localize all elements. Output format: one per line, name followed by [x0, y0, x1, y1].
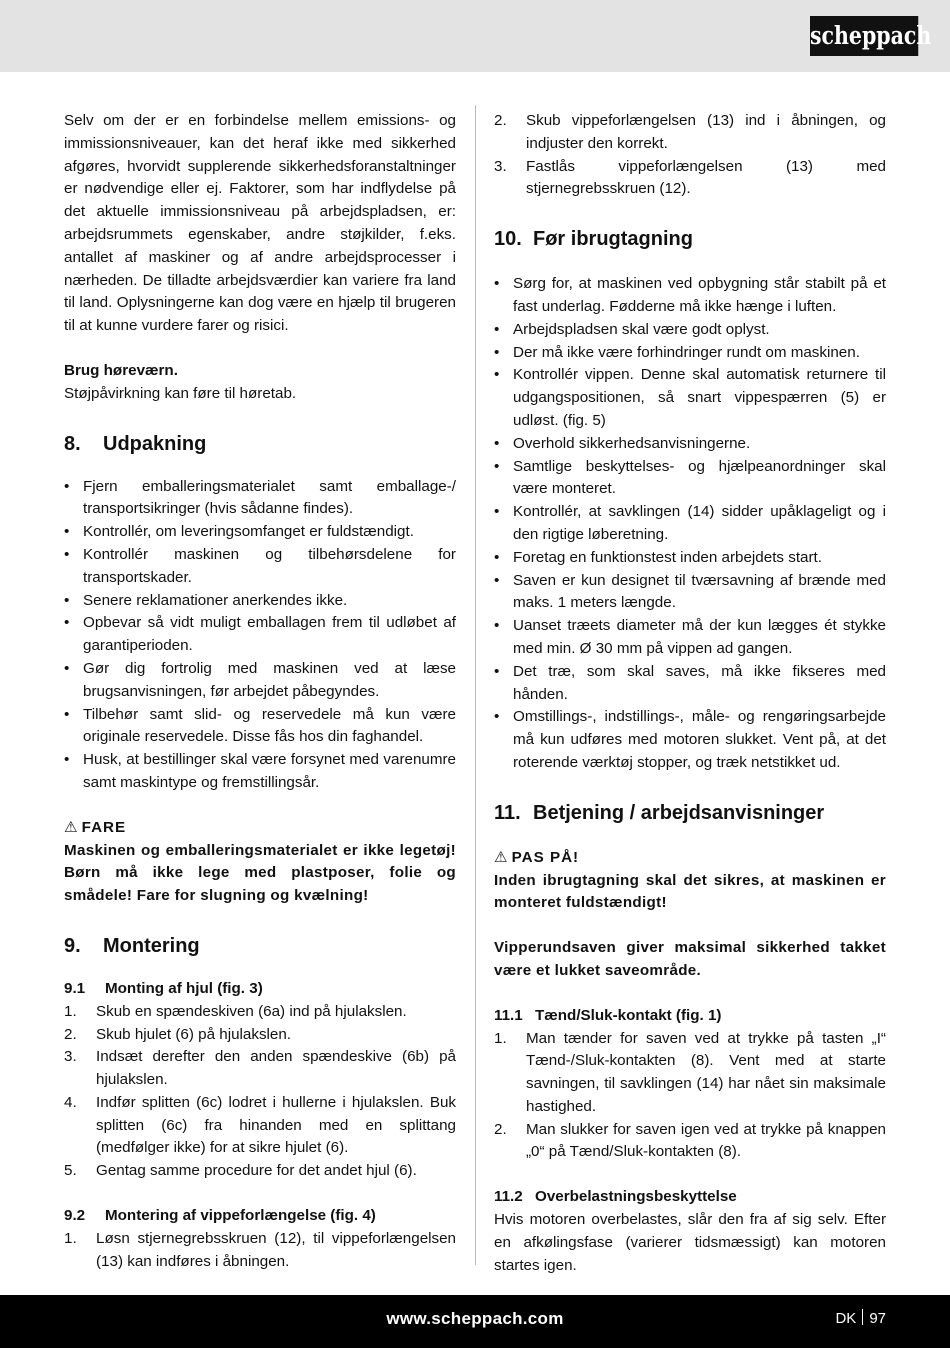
danger-text: Maskinen og emballeringsmaterialet er ikke legetøj! Børn må ikke lege med plastposer, folie og smådele! Fare for slugning og kvælning! [64, 841, 456, 905]
subsection-9-2-list-continued [494, 110, 886, 201]
list-item: • Arbejdspladsen skal være godt oplyst. [494, 319, 886, 342]
list-item: 5. Gentag samme procedure for det andet hjul (6). [64, 1162, 417, 1180]
list-item: • Saven er kun designet til tværsavning af brænde med maks. 1 meters længde. [494, 570, 886, 616]
list-item: 4. Indfør splitten (6c) lodret i hullerne i hjulakslen. Buk splitten (6c) fra hinanden med en splittang (medfølger ikke) for at sikre hjulet (6). [64, 1093, 456, 1157]
list-item: • Samtlige beskyttelses- og hjælpeanordninger skal være monteret. [494, 456, 886, 502]
intro-paragraph: Selv om der er en forbindelse mellem emissions- og immissionsniveauer, kan det heraf ikke med sikkerhed afgøres, hvorvidt supplerende sikkerhedsforanstaltninger er nødvendige eller ej. Faktorer, som har indflydelse på det aktuelle immissionsniveau på arbejdspladsen, er: arbejdsrummets egenskaber, andre støjkilder, f.eks. antallet af maskiner og af andre arbejdsprocesser i nærheden. De tilladte arbejdsværdier kan variere fra land til land. Oplysningerne kan dog være en hjælp til brugeren til at kunne vurdere farer og risici. [64, 112, 456, 335]
list-item: • Uanset træets diameter må der kun lægges ét stykke med min. Ø 30 mm på vippen ad gangen. [494, 615, 886, 661]
footer-url: www.scheppach.com [386, 1309, 564, 1328]
list-item: • Husk, at bestillinger skal være forsynet med varenumre samt maskintype og fremstillingsår. [64, 749, 456, 795]
danger-title: ⚠ FARE [64, 818, 127, 836]
list-item: • Kontrollér, at savklingen (14) sidder upåklageligt og i den rigtige løberetning. [494, 501, 886, 547]
list-item: • Overhold sikkerhedsanvisningerne. [494, 433, 886, 456]
subsection-9-1-heading: 9.1 Monting af hjul (fig. 3) [64, 979, 263, 997]
list-item: • Senere reklamationer anerkendes ikke. [64, 590, 456, 613]
right-column [494, 110, 886, 1277]
section-8-heading: 8. Udpakning [64, 432, 207, 455]
list-item: • Kontrollér, om leveringsomfanget er fuldstændigt. [64, 521, 456, 544]
footer-bar [0, 1295, 950, 1348]
list-item: 1. Man tænder for saven ved at trykke på tasten „I“ Tænd-/Sluk-kontakten (8). Vent med at starte savningen, til savklingen (14) har nået sin maksimale hastighed. [494, 1029, 886, 1115]
left-column [64, 110, 456, 1273]
list-item: • Fjern emballeringsmaterialet samt emballage-/ transportsikringer (hvis sådanne findes). [64, 476, 456, 522]
section-9-heading: 9. Montering [64, 934, 200, 957]
list-item: 1. Løsn stjernegrebsskruen (12), til vippeforlængelsen (13) kan indføres i åbningen. [64, 1229, 456, 1270]
list-item: • Foretag en funktionstest inden arbejdets start. [494, 547, 886, 570]
list-item: • Der må ikke være forhindringer rundt om maskinen. [494, 342, 886, 365]
list-item: • Kontrollér vippen. Denne skal automatisk returnere til udgangspositionen, så snart vippespærren (5) er udløst. (fig. 5) [494, 364, 886, 432]
list-item: 2. Skub hjulet (6) på hjulakslen. [64, 1025, 292, 1043]
subsection-11-2-text: Hvis motoren overbelastes, slår den fra af sig selv. Efter en afkølingsfase (varierer tidsmæssigt) kan motoren startes igen. [494, 1211, 886, 1274]
section-8-list [64, 476, 456, 795]
subsection-11-2-heading: 11.2 Overbelastningsbeskyttelse [494, 1188, 737, 1206]
header-bar [0, 0, 950, 72]
page-number [835, 1295, 886, 1343]
info-text: Vipperundsaven giver maksimal sikkerhed takket være et lukket saveområde. [494, 939, 886, 979]
list-item: • Tilbehør samt slid- og reservedele må kun være originale reservedele. Disse fås hos din faghandel. [64, 704, 456, 750]
hearing-protection-title: Brug høreværn. [64, 361, 178, 379]
list-item: 2. Skub vippeforlængelsen (13) ind i åbningen, og indjuster den korrekt. [494, 112, 886, 152]
list-item: • Opbevar så vidt muligt emballagen frem til udløbet af garantiperioden. [64, 612, 456, 658]
caution-text: Inden ibrugtagning skal det sikres, at maskinen er monteret fuldstændigt! [494, 871, 886, 912]
list-item: • Det træ, som skal saves, må ikke fikseres med hånden. [494, 661, 886, 707]
language-code: DK [835, 1310, 857, 1327]
caution-title: ⚠ PAS PÅ! [494, 848, 580, 866]
list-item: • Omstillings-, indstillings-, måle- og rengøringsarbejde må kun udføres med motoren slukket. Vent på, at det roterende værktøj stopper, og træk netstikket ud. [494, 706, 886, 774]
list-item: 1. Skub en spændeskiven (6a) ind på hjulakslen. [64, 1002, 407, 1020]
scheppach-logo: scheppach [810, 16, 918, 56]
subsection-9-1-list [64, 1001, 456, 1183]
section-10-heading: 10. Før ibrugtagning [494, 228, 693, 251]
list-item: • Sørg for, at maskinen ved opbygning står stabilt på et fast underlag. Fødderne må ikke hænge i luften. [494, 273, 886, 319]
list-item: • Kontrollér maskinen og tilbehørsdelene for transportskader. [64, 544, 456, 590]
subsection-9-2-list [64, 1228, 456, 1274]
section-10-list [494, 273, 886, 775]
column-divider [475, 105, 476, 1265]
list-item: 2. Man slukker for saven igen ved at trykke på knappen „0“ på Tænd/Sluk-kontakten (8). [494, 1120, 886, 1161]
subsection-11-1-heading: 11.1 Tænd/Sluk-kontakt (fig. 1) [494, 1006, 722, 1024]
list-item: • Gør dig fortrolig med maskinen ved at læse brugsanvisningen, før arbejdet påbegyndes. [64, 658, 456, 704]
warning-triangle-icon: ⚠ [494, 848, 508, 866]
subsection-9-2-heading: 9.2 Montering af vippeforlængelse (fig. 4) [64, 1207, 376, 1225]
subsection-11-1-list [494, 1028, 886, 1165]
warning-triangle-icon: ⚠ [64, 818, 78, 836]
list-item: 3. Fastlås vippeforlængelsen (13) med stjernegrebsskruen (12). [494, 157, 886, 198]
page-number-value: 97 [869, 1310, 886, 1327]
section-11-heading: 11. Betjening / arbejdsanvisninger [494, 801, 825, 824]
hearing-protection-text: Støjpåvirkning kan føre til høretab. [64, 384, 297, 402]
list-item: 3. Indsæt derefter den anden spændeskive (6b) på hjulakslen. [64, 1048, 456, 1089]
